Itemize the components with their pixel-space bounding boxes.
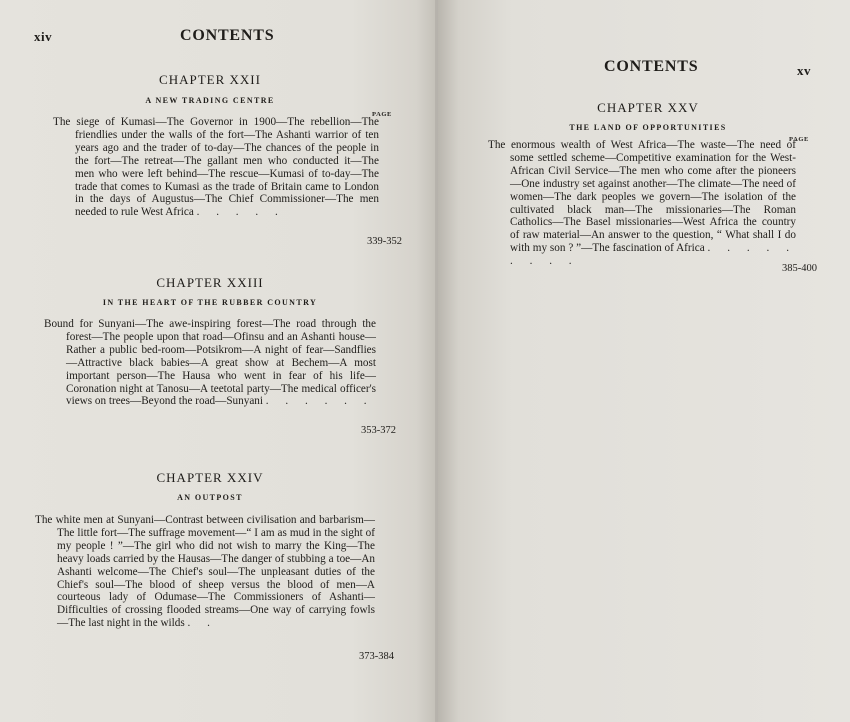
chapter-heading: CHAPTER XXV (597, 100, 699, 115)
running-head: CONTENTS (180, 27, 275, 44)
leader-dots: . . . . . . (265, 395, 374, 408)
chapter-synopsis (44, 318, 376, 408)
chapter-heading: CHAPTER XXIII (156, 275, 264, 290)
chapter-title: AN OUTPOST (177, 493, 243, 502)
chapter-heading: CHAPTER XXII (159, 72, 261, 87)
running-head: CONTENTS (604, 58, 699, 75)
chapter-synopsis (35, 514, 375, 630)
page-number: xv (797, 63, 811, 78)
synopsis-text: The siege of Kumasi—The Governor in 1900—The rebellion—The friendlies under the walls of the fort—The Ashanti warrior of ten years ago and the trader of to-day—The chances of the people in the fort—The retreat—The gallant men who conducted it—The men who were left behind—The rescue—Kumasi of to-day—The trade that comes to Kumasi as the trade of Britain came to London in the days of Augustus—The Chief Commissioner—The men needed to rule West Africa (53, 116, 379, 219)
chapter-synopsis (53, 116, 379, 219)
chapter-heading: CHAPTER XXIV (156, 470, 264, 485)
page-range: 353-372 (361, 425, 396, 436)
synopsis-text: The white men at Sunyani—Contrast between civilisation and barbarism—The little fort—The suffrage movement—“ I am as mud in the sight of my people ! ”—The girl who did not wish to marry the King—The heavy loads carried by the Hausas—The danger of stubbing a toe—An Ashanti welcome—The Chief's soul—The unpleasant duties of the Chief's soul—The blood of sheep versus the blood of men—A courteous lady of Odumase—The Commissioners of Ashanti—Difficulties of crossing flooded streams—One way of carrying fowls—The last night in the wilds (35, 514, 375, 630)
leader-dots: . . . . . (196, 206, 285, 219)
right-page (438, 0, 850, 722)
page-number: xiv (34, 29, 53, 44)
chapter-title: IN THE HEART OF THE RUBBER COUNTRY (102, 298, 318, 307)
page-column-label: PAGE (789, 136, 809, 143)
synopsis-text: Bound for Sunyani—The awe-inspiring forest—The road through the forest—The people upon that road—Ofinsu and an Ashanti house—Rather a public bed-room—Potsikrom—A night of fear—Sandflies—Attractive black babies—A great show at Bechem—A most important person—The Hausa who went in fear of his life—Coronation night at Tanosu—A teetotal party—The medical officer's views on trees—Beyond the road—Sunyani (44, 318, 376, 408)
page-range: 373-384 (359, 651, 394, 662)
chapter-title: THE LAND OF OPPORTUNITIES (569, 123, 727, 132)
leader-dots: . . . . . . . . . (510, 242, 797, 268)
page-range: 339-352 (367, 236, 402, 247)
chapter-synopsis (488, 139, 796, 268)
page-range: 385-400 (782, 263, 817, 274)
chapter-title: A NEW TRADING CENTRE (145, 96, 275, 105)
page-column-label: PAGE (372, 111, 392, 118)
synopsis-text: The enormous wealth of West Africa—The waste—The need of some settled scheme—Competitive examination for the West-African Civil Service—The men who come after the pioneers—One industry set against another—The climate—The need of women—The dark peoples we govern—The isolation of the cultivated black man—The missionaries—The Roman Catholics—The Basel missionaries—West Africa the country of raw material—An answer to the question, “ What shall I do with my son ? ”—The fascination of Africa (488, 139, 796, 255)
leader-dots: . . (187, 617, 217, 630)
